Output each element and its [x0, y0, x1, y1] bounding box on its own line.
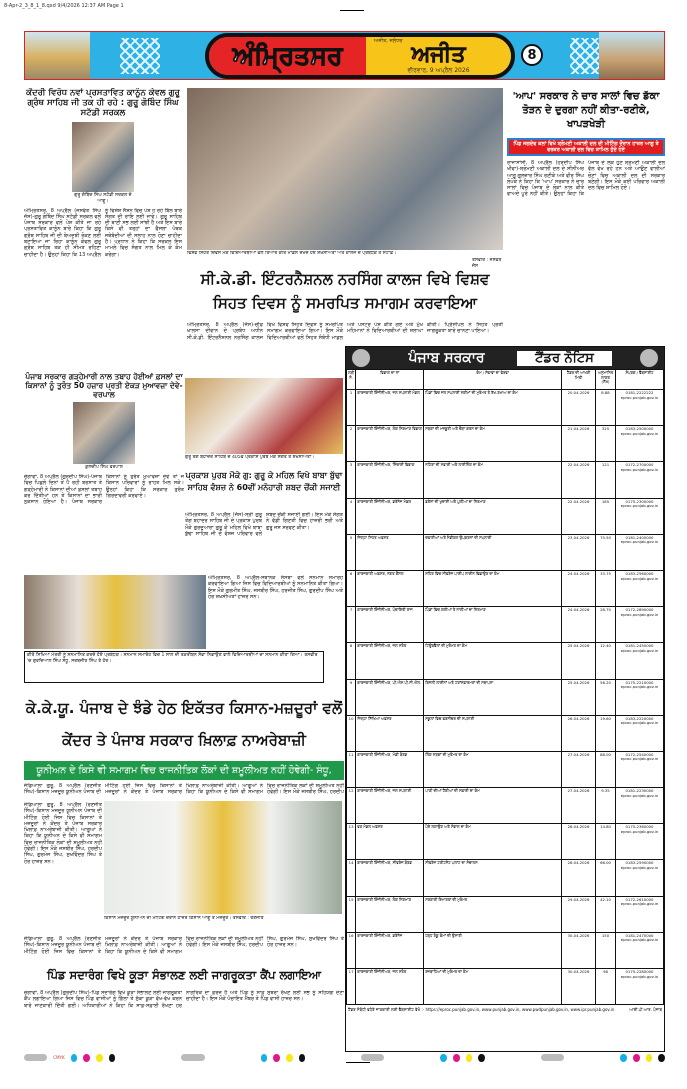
cell-work: ਪੌਦੇ ਲਗਾਉਣ ਅਤੇ ਸੰਭਾਲ ਦਾ ਕੰਮ	[424, 824, 562, 860]
page-number: 8	[521, 44, 543, 66]
cell-work: ਸੜਕਾਂ ਦੀ ਮਜ਼ਬੂਤੀ ਅਤੇ ਚੌੜਾ ਕਰਨ ਦਾ ਕੰਮ	[424, 426, 562, 462]
cell-no: 5	[347, 534, 356, 570]
cell-work: ਲਿੰਕ ਸੜਕਾਂ ਦੀ ਮੁਰੰਮਤ ਦਾ ਕੰਮ	[424, 751, 562, 787]
cell-work: ਸ਼ਹਿਰ ਵਿਚ ਸੀਵਰੇਜ ਪਾਈਪ ਲਾਈਨ ਵਿਛਾਉਣ ਦਾ ਕੰਮ	[424, 570, 562, 606]
cell-contact: 0183-2590000 eproc.punjab.gov.in	[616, 860, 664, 896]
cell-no: 14	[347, 860, 356, 896]
headline: ਕੇਂਦਰੀ ਵਿਰੋਧ ਨਵਾਂ ਪ੍ਰਸਤਾਵਿਤ ਕਾਨੂੰਨ ਕੇਵਲ ਗੁਰੂ ਗ੍ਰੰਥ ਸਾਹਿਬ ਜੀ ਤਕ ਹੀ ਰਹੇ : ਗੁਰੂ ਗੋਬਿੰਦ ਸਿੰਘ ਸਟੱਡੀ ਸਰਕਲ	[26, 88, 180, 119]
table-row	[347, 498, 664, 534]
logo-icon	[640, 349, 658, 367]
table-row	[347, 860, 664, 896]
cell-work: ਹੜ੍ਹ ਰੋਕੂ ਕੰਮਾਂ ਦੀ ਉਸਾਰੀ	[424, 932, 562, 968]
cell-date: 25.04.2026	[562, 643, 596, 679]
cell-date: 29.04.2026	[562, 896, 596, 932]
article-body: ਅੰਮ੍ਰਿਤਸਰ, 8 ਅਪ੍ਰੈਲ-ਸਥਾਨਕ ਸੰਸਥਾ ਵਲੋਂ ਸਨਮਾਨ ਸਮਾਰੋਹ ਕਰਵਾਇਆ ਗਿਆ ਜਿਸ ਵਿਚ ਵਿਦਿਆਰਥੀਆਂ ਨੂੰ ਸਨਮਾਨਿਤ ਕੀਤਾ ਗਿਆ। ਇਸ ਮੌਕੇ ਗੁਰਮੀਤ ਸਿੰਘ, ਜਸਬੀਰ ਸਿੰਘ, ਹਰਜੀਤ ਸਿੰਘ, ਗੁਰਦੀਪ ਸਿੰਘ ਅਤੇ ਹੋਰ ਸ਼ਖ਼ਸੀਅਤਾਂ ਹਾਜ਼ਰ ਸਨ।	[208, 575, 343, 600]
table-row	[347, 643, 664, 679]
cell-contact: 0181-2400000 eproc.punjab.gov.in	[616, 534, 664, 570]
cell-work: ਡਰੇਨਾਂ ਦੀ ਖੁਦਾਈ ਅਤੇ ਪੁਲੀਆਂ ਦਾ ਨਿਰਮਾਣ	[424, 498, 562, 534]
nursing-college-photo	[187, 88, 503, 250]
cell-date: 27.04.2026	[562, 751, 596, 787]
cell-amt: 19.60	[596, 715, 616, 751]
cell-no: 4	[347, 498, 356, 534]
cell-dept: ਕਾਰਜਕਾਰੀ ਇੰਜੀਨੀਅਰ, ਜਲ ਸਰੋਤ	[356, 969, 424, 1005]
tender-footer-links[interactable]: ਟੈਂਡਰ ਸੰਬੰਧੀ ਵਧੇਰੇ ਜਾਣਕਾਰੀ ਲਈ ਵੈੱਬਸਾਈਟ ਵੇਖੋ :- https://eproc.punjab.gov.in, www.punjab.gov.in, www.pwdpunjab.gov.in, www.ipr.punjab.gov.in	[348, 1007, 615, 1013]
table-row	[347, 462, 664, 498]
table-row	[347, 896, 664, 932]
cell-amt: 75.50	[596, 534, 616, 570]
photo-caption: ਕਿਸਾਨ ਮਜ਼ਦੂਰ ਯੂਨੀਅਨ ਦੀ ਮੀਟਿੰਗ ਦੌਰਾਨ ਹਾਜ਼ਰ ਕਿਸਾਨ ਆਗੂ ਤੇ ਮਜ਼ਦੂਰ। ਤਸਵੀਰ : ਰਣਜੀਤ	[104, 916, 264, 921]
article-body: ਅੰਮ੍ਰਿਤਸਰ, 8 ਅਪ੍ਰੈਲ (ਜਸਵੰਤ ਸਿੰਘ ਜੱਸ)-ਗੁਰੂ ਗੋਬਿੰਦ ਸਿੰਘ ਸਟੱਡੀ ਸਰਕਲ ਵਲੋਂ ਪੰਜਾਬ ਸਰਕਾਰ ਵਲੋਂ ਪੇਸ਼ ਕੀਤੇ ਜਾ ਰਹੇ ਪ੍ਰਸਤਾਵਿਤ ਕਾਨੂੰਨ ਬਾਰੇ ਕਿਹਾ ਕਿ ਗੁਰੂ ਗ੍ਰੰਥ ਸਾਹਿਬ ਜੀ ਦੀ ਬੇਅਦਬੀ ਰੋਕਣ ਲਈ ਬਣਾਇਆ ਜਾ ਰਿਹਾ ਕਾਨੂੰਨ ਕੇਵਲ ਗੁਰੂ ਗ੍ਰੰਥ ਸਾਹਿਬ ਤਕ ਹੀ ਸੀਮਤ ਰਹਿਣਾ ਚਾਹੀਦਾ ਹੈ। ਉਨ੍ਹਾਂ ਕਿਹਾ ਕਿ 13 ਅਪ੍ਰੈਲ ਨੂੰ ਵਿਸ਼ੇਸ਼ ਸੈਸ਼ਨ ਵਿਚ ਪੇਸ਼ ਹੋ ਰਹੇ ਬਿੱਲ ਬਾਰੇ ਸੰਗਤ ਦੀ ਰਾਇ ਲਈ ਜਾਵੇ। ਗੁਰੂ ਸਾਹਿਬ ਦੀ ਬਾਣੀ ਸਭ ਲਈ ਸਾਂਝੀ ਹੈ ਅਤੇ ਇਸ ਬਾਰੇ ਕਿਸੇ ਵੀ ਤਰ੍ਹਾਂ ਦਾ ਫੈਸਲਾ ਪੰਥਕ ਜਥੇਬੰਦੀਆਂ ਦੀ ਸਲਾਹ ਨਾਲ ਹੋਣਾ ਚਾਹੀਦਾ ਹੈ। ਪ੍ਰਧਾਨ ਨੇ ਕਿਹਾ ਕਿ ਸਰਕਲ ਇਸ ਮਾਮਲੇ ਵਿਚ ਸੰਗਤ ਨਾਲ ਮਿਲ ਕੇ ਕੰਮ ਕਰੇਗਾ।	[24, 207, 182, 258]
golden-temple-image	[25, 32, 90, 79]
cell-dept: ਕਾਰਜਕਾਰੀ ਇੰਜੀਨੀਅਰ, ਜਲ ਸਪਲਾਈ ਮੰਡਲ	[356, 390, 424, 426]
table-row	[347, 751, 664, 787]
cell-amt: 56.20	[596, 679, 616, 715]
cell-no: 7	[347, 607, 356, 643]
cell-dept: ਵਣ ਮੰਡਲ ਅਫ਼ਸਰ	[356, 824, 424, 860]
punjab-govt-emblem-icon	[352, 349, 370, 367]
cell-dept: ਜ਼ਿਲ੍ਹਾ ਸਿਹਤ ਅਫ਼ਸਰ	[356, 534, 424, 570]
cell-dept: ਕਾਰਜਕਾਰੀ ਇੰਜੀਨੀਅਰ, ਜਲ ਸਰੋਤ	[356, 643, 424, 679]
cell-dept: ਕਾਰਜਕਾਰੀ ਇੰਜੀਨੀਅਰ, ਜਲ ਸਪਲਾਈ	[356, 788, 424, 824]
table-row	[347, 426, 664, 462]
cell-date: 23.04.2026	[562, 534, 596, 570]
cell-dept: ਕਾਰਜਕਾਰੀ ਇੰਜੀਨੀਅਰ, ਲੋਕ ਨਿਰਮਾਣ	[356, 896, 424, 932]
cell-dept: ਕਾਰਜਕਾਰੀ ਇੰਜੀਨੀਅਰ, ਡਰੇਨੇਜ ਮੰਡਲ	[356, 498, 424, 534]
paper-name: ਅਜੀਤ	[411, 42, 466, 67]
headline-nursing-college: ਸੀ.ਕੇ.ਡੀ. ਇੰਟਰਨੈਸ਼ਨਲ ਨਰਸਿੰਗ ਕਾਲਜ ਵਿਖੇ ਵਿਸ਼ਵ ਸਿਹਤ ਦਿਵਸ ਨੂੰ ਸਮਰਪਿਤ ਸਮਾਗਮ ਕਰਵਾਇਆ	[200, 270, 490, 312]
cell-date: 30.04.2026	[562, 969, 596, 1005]
table-row	[347, 390, 664, 426]
cell-date: 28.04.2026	[562, 860, 596, 896]
cell-contact: 0172-2610000 eproc.punjab.gov.in	[616, 896, 664, 932]
tender-footer-credit: ਆਈ.ਪੀ.ਆਰ. ਪੰਜਾਬ	[629, 1007, 662, 1013]
cell-date: 22.04.2026	[562, 498, 596, 534]
subheadline-strap: ਯੂਨੀਅਨ ਦੇ ਕਿਸੇ ਵੀ ਸਮਾਗਮ ਵਿਚ ਰਾਜਨੀਤਿਕ ਲੋਕਾਂ ਦੀ ਸ਼ਮੂਲੀਅਤ ਨਹੀਂ ਹੋਵੇਗੀ- ਸੰਧੂ,	[24, 761, 344, 780]
cell-date: 24.04.2026	[562, 570, 596, 606]
article-body: ਜੰਡਿਆਲਾ ਗੁਰੂ, 8 ਅਪ੍ਰੈਲ (ਰਣਜੀਤ ਸਿੰਘ)-ਕਿਸਾਨ ਮਜ਼ਦੂਰ ਯੂਨੀਅਨ ਪੰਜਾਬ ਦੀ ਮੀਟਿੰਗ ਹੋਈ ਜਿਸ ਵਿਚ ਕਿਸਾਨਾਂ ਤੇ ਮਜ਼ਦੂਰਾਂ ਨੇ ਕੇਂਦਰ ਤੇ ਪੰਜਾਬ ਸਰਕਾਰ ਖ਼ਿਲਾਫ਼ ਨਾਅਰੇਬਾਜ਼ੀ ਕੀਤੀ। ਆਗੂਆਂ ਨੇ ਕਿਹਾ ਕਿ ਯੂਨੀਅਨ ਦੇ ਕਿਸੇ ਵੀ ਸਮਾਗਮ ਵਿਚ ਰਾਜਨੀਤਿਕ ਲੋਕਾਂ ਦੀ ਸ਼ਮੂਲੀਅਤ ਨਹੀਂ ਹੋਵੇਗੀ। ਇਸ ਮੌਕੇ ਜਸਬੀਰ ਸਿੰਘ, ਹਰਦੀਪ ਸਿੰਘ, ਗੁਰਮੇਜ ਸਿੰਘ, ਸੁਖਵਿੰਦਰ ਸਿੰਘ ਤੇ ਹੋਰ ਹਾਜ਼ਰ ਸਨ।	[24, 802, 102, 865]
photo-caption: ਗੁਰੂ ਗੋਬਿੰਦ ਸਿੰਘ ਸਟੱਡੀ ਸਰਕਲ ਦੇ ਆਗੂ।	[74, 192, 132, 204]
photo-caption: ਕੀਤੇ ਸਿਖਿਆ ਮੰਤਰੀ ਨੂੰ ਸਨਮਾਨਿਤ ਕਰਦੇ ਹੋਏ ਪ੍ਰਬੰਧਕ। ਸਨਮਾਨ ਸਮਾਰੋਹ ਵਿਚ 1 ਸਾਲ ਦੀ ਤਕਰੀਬਨ ਸੇਵਾ ਨਿਭਾਉਣ ਵਾਲੇ ਵਿਦਿਆਰਥੀਆਂ ਦਾ ਸਨਮਾਨ ਕੀਤਾ ਗਿਆ। ਤਸਵੀਰ 'ਚ ਗੁਰਦਿਆਲ ਸਿੰਘ ਸੰਧੂ, ਸਰਬਜੀਤ ਸਿੰਘ ਤੇ ਹੋਰ।	[24, 651, 324, 683]
cell-contact: 0181-2470000 eproc.punjab.gov.in	[616, 932, 664, 968]
cell-date: 24.04.2026	[562, 607, 596, 643]
cell-dept: ਕਾਰਜਕਾਰੀ ਇੰਜੀਨੀਅਰ, ਸਿੰਚਾਈ ਵਿਭਾਗ	[356, 462, 424, 498]
table-row	[347, 715, 664, 751]
cell-work: ਸੀਵਰੇਜ ਟਰੀਟਮੈਂਟ ਪਲਾਂਟ ਦਾ ਸੰਚਾਲਨ	[424, 860, 562, 896]
cell-date: 22.04.2026	[562, 462, 596, 498]
cell-contact: 0183-2220000 eproc.punjab.gov.in	[616, 715, 664, 751]
cell-contact: 0183-2500000 eproc.punjab.gov.in	[616, 426, 664, 462]
col-header: ਟੈਂਡਰ ਦੀ ਆਖਰੀ ਮਿਤੀ	[562, 370, 596, 390]
cell-date: 28.04.2026	[562, 824, 596, 860]
table-row	[347, 607, 664, 643]
cell-amt: 9.35	[596, 788, 616, 824]
cell-date: 20.04.2026	[562, 390, 596, 426]
cell-date: 26.04.2026	[562, 715, 596, 751]
portrait-block	[73, 402, 135, 471]
cell-date: 25.04.2026	[562, 679, 596, 715]
cell-contact: 0175-2280000 eproc.punjab.gov.in	[616, 969, 664, 1005]
table-row	[347, 932, 664, 968]
felicitation-photo	[24, 575, 206, 649]
cell-no: 6	[347, 570, 356, 606]
registration-mark	[346, 1062, 370, 1063]
cell-no: 16	[347, 932, 356, 968]
article-body: ਅੰਮ੍ਰਿਤਸਰ, 8 ਅਪ੍ਰੈਲ (ਜੱਸ)-ਚੀਫ਼ ਖ਼ਾਲਸਾ ਦੀਵਾਨ ਦੇ ਪ੍ਰਬੰਧ ਅਧੀਨ ਸੀ.ਕੇ.ਡੀ. ਇੰਟਰਨੈਸ਼ਨਲ ਨਰਸਿੰਗ ਕਾਲਜ ਵਿਖੇ ਵਿਸ਼ਵ ਸਿਹਤ ਦਿਵਸ ਨੂੰ ਸਮਰਪਿਤ ਸਮਾਗਮ ਕਰਵਾਇਆ ਗਿਆ। ਇਸ ਮੌਕੇ ਵਿਦਿਆਰਥੀਆਂ ਵਲੋਂ ਸਿਹਤ ਸੰਬੰਧੀ ਮਾਡਲ ਅਤੇ ਪੋਸਟਰ ਪੇਸ਼ ਕੀਤੇ ਗਏ ਅਤੇ ਮੁੱਖ ਮਹਿਮਾਨਾਂ ਨੇ ਵਿਦਿਆਰਥੀਆਂ ਦੀ ਸ਼ਲਾਘਾ ਕੀਤੀ। ਪ੍ਰਿੰਸੀਪਲ ਨੇ ਸਿਹਤ ਪ੍ਰਤੀ ਜਾਗਰੂਕਤਾ ਬਾਰੇ ਚਾਨਣਾ ਪਾਇਆ।	[187, 322, 503, 341]
cell-work: ਰਜਬਾਹਿਆਂ ਦੀ ਮੁਰੰਮਤ ਦਾ ਕੰਮ	[424, 969, 562, 1005]
cell-no: 3	[347, 462, 356, 498]
cell-contact: 0175-2300000 eproc.punjab.gov.in	[616, 498, 664, 534]
cell-amt: 98	[596, 969, 616, 1005]
monument-image	[599, 32, 664, 79]
cell-work: ਟਿਊਬਵੈੱਲਾਂ ਦੀ ਮੁਰੰਮਤ ਦਾ ਕੰਮ	[424, 643, 562, 679]
cell-amt: 150	[596, 932, 616, 968]
article-body: ਰਾਜਾਸਾਂਸੀ, 8 ਅਪ੍ਰੈਲ (ਹਰਦੀਪ ਸਿੰਘ ਖੀਵਾ)-ਸ਼੍ਰੋਮਣੀ ਅਕਾਲੀ ਦਲ ਦੇ ਸੀਨੀਅਰ ਆਗੂ ਗੁਲਜ਼ਾਰ ਸਿੰਘ ਰਣੀਕੇ ਅਤੇ ਵੀਰ ਸਿੰਘ ਲੋਪੋਕੇ ਨੇ ਕਿਹਾ ਕਿ 'ਆਪ' ਸਰਕਾਰ ਨੇ ਚਾਰ ਸਾਲਾਂ ਵਿਚ ਪੰਜਾਬ ਦੇ ਲੋਕਾਂ ਨਾਲ ਕੀਤੇ ਵਾਅਦੇ ਪੂਰੇ ਨਹੀਂ ਕੀਤੇ। ਉਨ੍ਹਾਂ ਕਿਹਾ ਕਿ ਪੰਜਾਬ ਦੇ ਲੋਕ ਹੁਣ ਸ਼੍ਰੋਮਣੀ ਅਕਾਲੀ ਦਲ ਵੱਲ ਵੇਖ ਰਹੇ ਹਨ ਅਤੇ ਆਉਣ ਵਾਲੀਆਂ ਚੋਣਾਂ ਵਿਚ ਅਕਾਲੀ ਦਲ ਦੀ ਸਰਕਾਰ ਬਣੇਗੀ। ਇਸ ਮੌਕੇ ਕਈ ਪਰਿਵਾਰ ਅਕਾਲੀ ਦਲ ਵਿਚ ਸ਼ਾਮਿਲ ਹੋਏ।	[507, 160, 665, 198]
cell-amt: 33.75	[596, 570, 616, 606]
registration-mark	[340, 10, 364, 11]
article-body: ਚੋਗਾਵਾਂ, 8 ਅਪ੍ਰੈਲ (ਗੁਰਦੀਪ ਸਿੰਘ)-ਪਿੰਡ ਸਦਾਰੰਗ ਵਿਖੇ ਕੂੜਾ ਸੰਭਾਲਣ ਲਈ ਜਾਗਰੂਕਤਾ ਕੈਂਪ ਲਗਾਇਆ ਗਿਆ ਜਿਸ ਵਿਚ ਪਿੰਡ ਵਾਸੀਆਂ ਨੂੰ ਗਿੱਲਾ ਤੇ ਸੁੱਕਾ ਕੂੜਾ ਵੱਖ-ਵੱਖ ਕਰਨ ਬਾਰੇ ਜਾਣਕਾਰੀ ਦਿੱਤੀ ਗਈ। ਅਧਿਕਾਰੀਆਂ ਨੇ ਕਿਹਾ ਕਿ ਸਾਫ਼-ਸਫ਼ਾਈ ਰੱਖਣਾ ਹਰ ਨਾਗਰਿਕ ਦਾ ਫ਼ਰਜ਼ ਹੈ ਅਤੇ ਪਿੰਡ ਨੂੰ ਸਾਫ਼ ਸੁਥਰਾ ਰੱਖਣ ਲਈ ਸਭ ਨੂੰ ਸਹਿਯੋਗ ਦੇਣਾ ਚਾਹੀਦਾ ਹੈ। ਇਸ ਮੌਕੇ ਪੰਚਾਇਤ ਮੈਂਬਰ ਤੇ ਪਿੰਡ ਵਾਸੀ ਹਾਜ਼ਰ ਸਨ।	[24, 990, 344, 1009]
cell-amt: 66.00	[596, 860, 616, 896]
cell-no: 13	[347, 824, 356, 860]
headline-kisan: ਕੇ.ਕੇ.ਯੂ. ਪੰਜਾਬ ਦੇ ਝੰਡੇ ਹੇਠ ਇਕੱਤਰ ਕਿਸਾਨ-ਮਜ਼ਦੂਰਾਂ ਵਲੋਂ ਕੇਂਦਰ ਤੇ ਪੰਜਾਬ ਸਰਕਾਰ ਖ਼ਿਲਾਫ਼ ਨਾਅਰੇਬਾਜ਼ੀ	[25, 699, 343, 749]
cell-dept: ਕਾਰਜਕਾਰੀ ਇੰਜੀਨੀਅਰ, ਮੰਡੀ ਬੋਰਡ	[356, 751, 424, 787]
cell-no: 12	[347, 788, 356, 824]
cell-no: 11	[347, 751, 356, 787]
headline-sadarang: ਪਿੰਡ ਸਦਾਰੰਗ ਵਿਖੇ ਕੂੜਾ ਸੰਭਾਲਣ ਲਈ ਜਾਗਰੂਕਤਾ ਕੈਂਪ ਲਗਾਇਆ	[46, 968, 322, 982]
col-header: ਅਨੁਮਾਨਿਤ ਲਾਗਤ (ਲੱਖ)	[596, 370, 616, 390]
cell-contact: 0172-2540000 eproc.punjab.gov.in	[616, 751, 664, 787]
table-row	[347, 788, 664, 824]
cell-amt: 42.10	[596, 896, 616, 932]
cell-contact: 0183-2560000 eproc.punjab.gov.in	[616, 570, 664, 606]
cell-amt: 28.70	[596, 607, 616, 643]
cell-work: ਪਿੰਡਾਂ ਵਿਚ ਗਲੀਆਂ ਤੇ ਨਾਲੀਆਂ ਦਾ ਨਿਰਮਾਣ	[424, 607, 562, 643]
table-row	[347, 570, 664, 606]
cell-work: ਪਾਣੀ ਦੀਆਂ ਟੈਂਕੀਆਂ ਦੀ ਸਫ਼ਾਈ ਦਾ ਕੰਮ	[424, 788, 562, 824]
col-header: ਕੰਮ / ਸੇਵਾਵਾਂ ਦਾ ਵੇਰਵਾ	[424, 370, 562, 390]
kisan-meeting-photo	[104, 801, 342, 914]
headline: 'ਆਪ' ਸਰਕਾਰ ਨੇ ਚਾਰ ਸਾਲਾਂ ਵਿਚ ਡੱਕਾ ਤੋੜਨ ਦੇ ਦੁਰਗਾ ਨਹੀਂ ਕੀਤਾ-ਰਣੀਕੇ, ਖਾਪੜਖੇੜੀ	[512, 91, 660, 130]
table-row	[347, 824, 664, 860]
cell-no: 9	[347, 679, 356, 715]
cell-amt: 185	[596, 498, 616, 534]
cell-amt: 88.00	[596, 751, 616, 787]
edition-label: ਅਜੀਤ, ਜਲੰਧਰ	[374, 38, 403, 44]
cell-no: 15	[347, 896, 356, 932]
col-header: ਵਿਭਾਗ ਦਾ ਨਾਂ	[356, 370, 424, 390]
tender-title: ਟੈਂਡਰ ਨੋਟਿਸ	[517, 351, 612, 366]
photo-credit: ਤਸਵੀਰ : ਜਸਵੰਤ ਜੱਸ	[472, 258, 502, 269]
cell-no: 10	[347, 715, 356, 751]
cell-date: 30.04.2026	[562, 932, 596, 968]
govt-title: ਪੰਜਾਬ ਸਰਕਾਰ	[408, 350, 485, 366]
cell-contact: 0172-2700000 eproc.punjab.gov.in	[616, 462, 664, 498]
cell-work: ਦਵਾਈਆਂ ਅਤੇ ਮੈਡੀਕਲ ਉਪਕਰਨਾਂ ਦੀ ਸਪਲਾਈ	[424, 534, 562, 570]
article-body: ਅੰਮ੍ਰਿਤਸਰ, 8 ਅਪ੍ਰੈਲ (ਜੱਸ)-ਸ੍ਰੀ ਗੁਰੂ ਤੇਗ ਬਹਾਦਰ ਸਾਹਿਬ ਜੀ ਦੇ ਪ੍ਰਕਾਸ਼ ਪੁਰਬ ਮੌਕੇ ਗੁਰਦੁਆਰਾ ਗੁਰੂ ਕੇ ਮਹਿਲ ਵਿਖੇ ਬਾਬਾ ਬੁੱਢਾ ਸਾਹਿਬ ਜੀ ਦੇ ਵੰਸ਼ਜ਼ ਪਰਿਵਾਰ ਵਲੋਂ ਸ਼ਬਦ ਚੌਂਕੀ ਸਜਾਈ ਗਈ। ਇਸ ਮੌਕੇ ਸੰਗਤ ਨੇ ਵੱਡੀ ਗਿਣਤੀ ਵਿਚ ਹਾਜ਼ਰੀ ਭਰੀ ਅਤੇ ਗੁਰੂ ਜਸ ਸਰਵਣ ਕੀਤਾ।	[185, 512, 343, 537]
cell-contact: 0175-2360000 eproc.punjab.gov.in	[616, 824, 664, 860]
portrait-photo	[73, 402, 135, 464]
cell-dept: ਕਾਰਜਕਾਰੀ ਇੰਜੀਨੀਅਰ, ਡਰੇਨੇਜ	[356, 932, 424, 968]
masthead-logo	[205, 33, 515, 79]
cell-dept: ਕਾਰਜਕਾਰੀ ਇੰਜੀਨੀਅਰ, ਪੀ.ਐਸ.ਪੀ.ਸੀ.ਐਲ.	[356, 679, 424, 715]
cmyk-label: CMYK	[53, 1055, 65, 1060]
headline: ਪੰਜਾਬ ਸਰਕਾਰ ਗੜ੍ਹੇਮਾਰੀ ਨਾਲ ਤਬਾਹ ਹੋਈਆਂ ਫ਼ਸਲਾਂ ਦਾ ਕਿਸਾਨਾਂ ਨੂੰ ਤੁਰੰਤ 50 ਹਜ਼ਾਰ ਪ੍ਰਤੀ ਏਕੜ ਮੁਆਵਜ਼ਾ ਦੇਵੇ-ਵਰਪਾਲ	[25, 372, 183, 399]
cell-no: 8	[347, 643, 356, 679]
photo-caption: ਵਿਸ਼ਵ ਸਿਹਤ ਦਿਵਸ ਮੌਕੇ ਵਿਦਿਆਰਥੀਆਂ ਵਲੋਂ ਤਿਆਰ ਕੀਤੇ ਮਾਡਲ ਦੇਖਦੇ ਹੋਏ ਸ਼ਖ਼ਸੀਅਤਾਂ ਅਤੇ ਕਾਲਜ ਦੇ ਪ੍ਰਬੰਧਕ ਤੇ ਸਟਾਫ਼।	[187, 251, 397, 256]
cell-contact: 0181-2230000 eproc.punjab.gov.in	[616, 788, 664, 824]
table-row	[347, 679, 664, 715]
highlight-box: ਪਿੰਡ ਜਗਦੇਵ ਕਲਾਂ ਵਿਖੇ ਸ਼੍ਰੋਮਣੀ ਅਕਾਲੀ ਦਲ ਦੀ ਮੀਟਿੰਗ ਦੌਰਾਨ ਹਾਜ਼ਰ ਆਗੂ ਤੇ ਵਰਕਰ ਅਕਾਲੀ ਦਲ ਵਿਚ ਸ਼ਾਮਿਲ ਹੁੰਦੇ ਹੋਏ	[507, 138, 665, 156]
cell-dept: ਕਾਰਜਕਾਰੀ ਇੰਜੀਨੀਅਰ, ਪੰਚਾਇਤੀ ਰਾਜ	[356, 607, 424, 643]
issue-date: ਵੀਰਵਾਰ, 9 ਅਪ੍ਰੈਲ 2026	[407, 67, 470, 74]
cell-work: ਸਰਕਾਰੀ ਇਮਾਰਤਾਂ ਦੀ ਮੁਰੰਮਤ	[424, 896, 562, 932]
cell-contact: 0175-2210000 eproc.punjab.gov.in	[616, 679, 664, 715]
cell-no: 1	[347, 390, 356, 426]
col-header: ਲੜੀ ਨੰ.	[347, 370, 356, 390]
article-body: ਜੰਡਿਆਲਾ ਗੁਰੂ, 8 ਅਪ੍ਰੈਲ (ਰਣਜੀਤ ਸਿੰਘ)-ਕਿਸਾਨ ਮਜ਼ਦੂਰ ਯੂਨੀਅਨ ਪੰਜਾਬ ਦੀ ਮੀਟਿੰਗ ਹੋਈ ਜਿਸ ਵਿਚ ਕਿਸਾਨਾਂ ਤੇ ਮਜ਼ਦੂਰਾਂ ਨੇ ਕੇਂਦਰ ਤੇ ਪੰਜਾਬ ਸਰਕਾਰ ਖ਼ਿਲਾਫ਼ ਨਾਅਰੇਬਾਜ਼ੀ ਕੀਤੀ। ਆਗੂਆਂ ਨੇ ਕਿਹਾ ਕਿ ਯੂਨੀਅਨ ਦੇ ਕਿਸੇ ਵੀ ਸਮਾਗਮ ਵਿਚ ਰਾਜਨੀਤਿਕ ਲੋਕਾਂ ਦੀ ਸ਼ਮੂਲੀਅਤ ਨਹੀਂ ਹੋਵੇਗੀ। ਇਸ ਮੌਕੇ ਜਸਬੀਰ ਸਿੰਘ, ਹਰਦੀਪ ਸਿੰਘ, ਗੁਰਮੇਜ ਸਿੰਘ, ਸੁਖਵਿੰਦਰ ਸਿੰਘ ਤੇ ਹੋਰ ਹਾਜ਼ਰ ਸਨ।	[24, 936, 344, 955]
cell-work: ਪਿੰਡਾਂ ਵਿਚ ਜਲ ਸਪਲਾਈ ਸਕੀਮਾਂ ਦੀ ਮੁਰੰਮਤ ਤੇ ਰੱਖ-ਰਖਾਅ ਦਾ ਕੰਮ	[424, 390, 562, 426]
tender-table	[346, 369, 664, 1005]
photo-caption: ਕੁਲਦੀਪ ਸਿੰਘ ਵਰਪਾਲ	[85, 465, 123, 470]
cell-work: ਬਿਜਲੀ ਲਾਈਨਾਂ ਅਤੇ ਟਰਾਂਸਫ਼ਾਰਮਰਾਂ ਦੀ ਸਥਾਪਨਾ	[424, 679, 562, 715]
cell-contact: 0172-2890000 eproc.punjab.gov.in	[616, 607, 664, 643]
cell-work: ਸਕੂਲਾਂ ਵਿਚ ਫਰਨੀਚਰ ਦੀ ਸਪਲਾਈ	[424, 715, 562, 751]
portrait-block	[72, 122, 134, 205]
tender-notice	[345, 346, 665, 1052]
cell-contact: 0181-2222222 eproc.punjab.gov.in	[616, 390, 664, 426]
cell-amt: 8.88	[596, 390, 616, 426]
city-name: ਅੰਮ੍ਰਿਤਸਰ	[209, 37, 366, 75]
article-body: ਚੌਗਾਵਾਂ, 8 ਅਪ੍ਰੈਲ (ਗੁਰਦੀਪ ਸਿੰਘ)-ਪੰਜਾਬ ਵਿਚ ਪਿਛਲੇ ਦਿਨਾਂ ਤੋਂ ਪੈ ਰਹੀ ਬਰਸਾਤ ਤੇ ਗੜ੍ਹੇਮਾਰੀ ਨੇ ਕਿਸਾਨਾਂ ਦੀਆਂ ਫ਼ਸਲਾਂ ਤਬਾਹ ਕਰ ਦਿੱਤੀਆਂ ਹਨ ਤੇ ਕਿਸਾਨਾਂ ਦਾ ਭਾਰੀ ਨੁਕਸਾਨ ਹੋਇਆ ਹੈ। ਪੰਜਾਬ ਸਰਕਾਰ ਕਿਸਾਨਾਂ ਨੂੰ ਤੁਰੰਤ ਮੁਆਵਜ਼ਾ ਦੇਵੇ ਤਾਂ ਜੋ ਕਿਸਾਨ ਪਰਿਵਾਰਾਂ ਨੂੰ ਰਾਹਤ ਮਿਲ ਸਕੇ। ਉਨ੍ਹਾਂ ਕਿਹਾ ਕਿ ਸਰਕਾਰ ਤੁਰੰਤ ਗਿਰਦਾਵਰੀ ਕਰਵਾਏ।	[24, 474, 184, 506]
cell-date: 21.04.2026	[562, 426, 596, 462]
article-crop-compensation	[24, 372, 184, 572]
portrait-photo	[72, 122, 134, 192]
cell-amt: 14.80	[596, 824, 616, 860]
headline-prakash-purab: ਪ੍ਰਕਾਸ਼ ਪੁਰਬ ਮੌਕੇ ਗੁ: ਗੁਰੂ ਕੇ ਮਹਿਲ ਵਿਖੇ ਬਾਬਾ ਬੁੱਢਾ ਸਾਹਿਬ ਵੰਸ਼ਜ਼ ਨੇ 60ਵੀਂ ਮਨੋਹਾਰੀ ਸ਼ਬਦ ਚੌਂਕੀ ਸਜਾਈ	[185, 471, 343, 492]
cell-date: 27.04.2026	[562, 788, 596, 824]
print-color-bar	[24, 1053, 665, 1062]
table-row	[347, 534, 664, 570]
article-study-circle	[24, 88, 182, 370]
cell-amt: 121	[596, 462, 616, 498]
cell-dept: ਕਾਰਜਕਾਰੀ ਇੰਜੀਨੀਅਰ, ਲੋਕ ਨਿਰਮਾਣ ਵਿਭਾਗ	[356, 426, 424, 462]
photo-caption: ਗੁਰੂ ਤੇਗ ਬਹਾਦਰ ਸਾਹਿਬ ਦੇ 405ਵੇਂ ਪ੍ਰਕਾਸ਼ ਪੁਰਬ ਮੌਕੇ ਸੰਗਤ ਤੇ ਸ਼ਖ਼ਸੀਅਤਾਂ।	[185, 455, 315, 460]
cell-work: ਨਹਿਰਾਂ ਦੀ ਸਫ਼ਾਈ ਅਤੇ ਲਾਈਨਿੰਗ ਦਾ ਕੰਮ	[424, 462, 562, 498]
masthead	[24, 31, 665, 80]
file-slug: 8-Apr-2_3_8_1_8.qxd 9/4/2026 12:37 AM Page 1	[4, 3, 124, 9]
article-aap-govt	[507, 90, 665, 345]
cell-amt: 325	[596, 426, 616, 462]
prakash-purab-photo	[185, 378, 343, 454]
cell-no: 17	[347, 969, 356, 1005]
cell-dept: ਕਾਰਜਕਾਰੀ ਇੰਜੀਨੀਅਰ, ਸੀਵਰੇਜ ਬੋਰਡ	[356, 860, 424, 896]
article-body-intro: ਜੰਡਿਆਲਾ ਗੁਰੂ, 8 ਅਪ੍ਰੈਲ (ਰਣਜੀਤ ਸਿੰਘ)-ਕਿਸਾਨ ਮਜ਼ਦੂਰ ਯੂਨੀਅਨ ਪੰਜਾਬ ਦੀ ਮੀਟਿੰਗ ਹੋਈ ਜਿਸ ਵਿਚ ਕਿਸਾਨਾਂ ਤੇ ਮਜ਼ਦੂਰਾਂ ਨੇ ਕੇਂਦਰ ਤੇ ਪੰਜਾਬ ਸਰਕਾਰ ਖ਼ਿਲਾਫ਼ ਨਾਅਰੇਬਾਜ਼ੀ ਕੀਤੀ। ਆਗੂਆਂ ਨੇ ਕਿਹਾ ਕਿ ਯੂਨੀਅਨ ਦੇ ਕਿਸੇ ਵੀ ਸਮਾਗਮ ਵਿਚ ਰਾਜਨੀਤਿਕ ਲੋਕਾਂ ਦੀ ਸ਼ਮੂਲੀਅਤ ਨਹੀਂ ਹੋਵੇਗੀ। ਇਸ ਮੌਕੇ ਜਸਬੀਰ ਸਿੰਘ, ਹਰਦੀਪ	[24, 783, 344, 796]
cell-dept: ਕਾਰਜਕਾਰੀ ਅਫ਼ਸਰ, ਨਗਰ ਕੌਂਸਲ	[356, 570, 424, 606]
pattern-decoration	[120, 38, 160, 74]
table-row	[347, 969, 664, 1005]
cell-dept: ਜ਼ਿਲ੍ਹਾ ਸਿੱਖਿਆ ਅਫ਼ਸਰ	[356, 715, 424, 751]
cell-no: 2	[347, 426, 356, 462]
cell-amt: 12.40	[596, 643, 616, 679]
col-header: ਸੰਪਰਕ / ਵੈੱਬਸਾਈਟ	[616, 370, 664, 390]
cell-contact: 0181-2450000 eproc.punjab.gov.in	[616, 643, 664, 679]
